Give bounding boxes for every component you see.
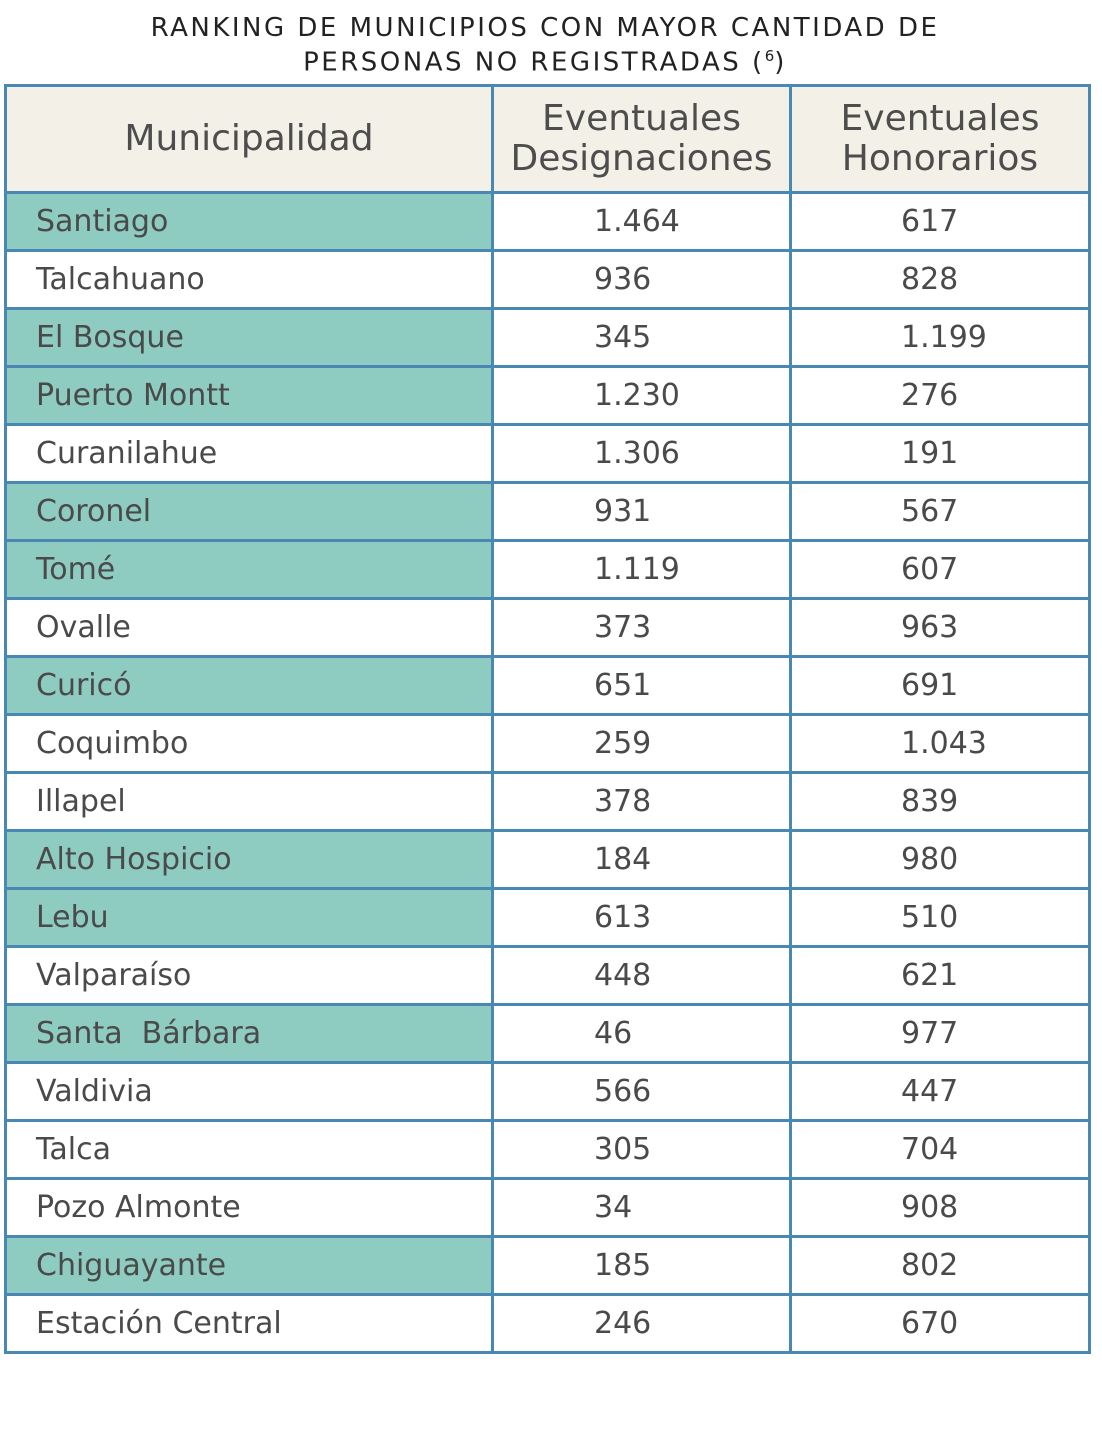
municipio-name: Valparaíso <box>36 958 192 993</box>
cell-eventuales-honorarios <box>791 309 1090 367</box>
cell-eventuales-designaciones <box>493 773 791 831</box>
honorarios-value: 510 <box>901 900 959 935</box>
table-row <box>6 1121 1090 1179</box>
table-row <box>6 483 1090 541</box>
honorarios-value: 691 <box>901 668 959 703</box>
cell-eventuales-designaciones <box>493 831 791 889</box>
honorarios-value: 828 <box>901 262 959 297</box>
designaciones-value: 613 <box>594 900 652 935</box>
honorarios-value: 980 <box>901 842 959 877</box>
designaciones-value: 1.464 <box>594 204 680 239</box>
designaciones-value: 1.230 <box>594 378 680 413</box>
table-row <box>6 773 1090 831</box>
designaciones-value: 1.306 <box>594 436 680 471</box>
municipio-name: Alto Hospicio <box>36 842 232 877</box>
table-row <box>6 947 1090 1005</box>
cell-eventuales-honorarios <box>791 947 1090 1005</box>
cell-eventuales-honorarios <box>791 831 1090 889</box>
header-designaciones-line-2: Designaciones <box>510 138 773 179</box>
municipio-name: Pozo Almonte <box>36 1190 241 1225</box>
municipio-name: Illapel <box>36 784 126 819</box>
cell-eventuales-honorarios <box>791 773 1090 831</box>
cell-municipio <box>6 715 493 773</box>
title-line-2 <box>0 42 1090 77</box>
cell-eventuales-honorarios <box>791 1295 1090 1353</box>
municipio-name: Curicó <box>36 668 132 703</box>
cell-eventuales-honorarios <box>791 251 1090 309</box>
header-row <box>6 86 1090 193</box>
cell-eventuales-designaciones <box>493 309 791 367</box>
cell-eventuales-designaciones <box>493 1179 791 1237</box>
cell-eventuales-honorarios <box>791 541 1090 599</box>
honorarios-value: 1.043 <box>901 726 987 761</box>
cell-municipio <box>6 367 493 425</box>
cell-municipio <box>6 889 493 947</box>
municipio-name: El Bosque <box>36 320 184 355</box>
honorarios-value: 617 <box>901 204 959 239</box>
designaciones-value: 651 <box>594 668 652 703</box>
cell-eventuales-honorarios <box>791 715 1090 773</box>
designaciones-value: 246 <box>594 1306 652 1341</box>
designaciones-value: 378 <box>594 784 652 819</box>
cell-eventuales-designaciones <box>493 1121 791 1179</box>
cell-eventuales-designaciones <box>493 657 791 715</box>
honorarios-value: 963 <box>901 610 959 645</box>
designaciones-value: 34 <box>594 1190 633 1225</box>
cell-eventuales-honorarios <box>791 1005 1090 1063</box>
cell-eventuales-designaciones <box>493 1295 791 1353</box>
cell-municipio <box>6 1063 493 1121</box>
designaciones-value: 345 <box>594 320 652 355</box>
municipio-name: Estación Central <box>36 1306 282 1341</box>
cell-eventuales-honorarios <box>791 367 1090 425</box>
designaciones-value: 931 <box>594 494 652 529</box>
cell-eventuales-designaciones <box>493 947 791 1005</box>
cell-eventuales-designaciones <box>493 889 791 947</box>
municipio-name: Coronel <box>36 494 152 529</box>
cell-municipio <box>6 1237 493 1295</box>
cell-municipio <box>6 831 493 889</box>
cell-eventuales-designaciones <box>493 1063 791 1121</box>
cell-eventuales-honorarios <box>791 657 1090 715</box>
cell-eventuales-designaciones <box>493 251 791 309</box>
honorarios-value: 567 <box>901 494 959 529</box>
designaciones-value: 1.119 <box>594 552 680 587</box>
cell-municipio <box>6 1295 493 1353</box>
cell-eventuales-designaciones <box>493 541 791 599</box>
honorarios-value: 276 <box>901 378 959 413</box>
cell-eventuales-honorarios <box>791 1237 1090 1295</box>
table-body <box>6 193 1090 1353</box>
designaciones-value: 936 <box>594 262 652 297</box>
table-row <box>6 715 1090 773</box>
title-line-2-text: PERSONAS NO REGISTRADAS ( <box>303 47 765 78</box>
cell-eventuales-designaciones <box>493 425 791 483</box>
title-line-1: RANKING DE MUNICIPIOS CON MAYOR CANTIDAD DE <box>150 13 940 43</box>
designaciones-value: 448 <box>594 958 652 993</box>
cell-municipio <box>6 1005 493 1063</box>
municipio-name: Coquimbo <box>36 726 189 761</box>
ranking-table <box>4 84 1091 1354</box>
cell-municipio <box>6 251 493 309</box>
cell-eventuales-honorarios <box>791 1179 1090 1237</box>
municipio-name: Lebu <box>36 900 109 935</box>
municipio-name: Talca <box>36 1132 111 1167</box>
cell-eventuales-honorarios <box>791 425 1090 483</box>
table-row <box>6 309 1090 367</box>
cell-eventuales-honorarios <box>791 1121 1090 1179</box>
honorarios-value: 704 <box>901 1132 959 1167</box>
designaciones-value: 185 <box>594 1248 652 1283</box>
cell-municipio <box>6 1121 493 1179</box>
table-row <box>6 889 1090 947</box>
table-row <box>6 599 1090 657</box>
cell-municipio <box>6 193 493 251</box>
honorarios-value: 670 <box>901 1306 959 1341</box>
table-header <box>6 86 1090 193</box>
cell-eventuales-designaciones <box>493 193 791 251</box>
table-row <box>6 1237 1090 1295</box>
table-row <box>6 251 1090 309</box>
designaciones-value: 46 <box>594 1016 633 1051</box>
table-row <box>6 1063 1090 1121</box>
cell-eventuales-designaciones <box>493 715 791 773</box>
municipio-name: Santiago <box>36 204 169 239</box>
cell-municipio <box>6 1179 493 1237</box>
cell-eventuales-designaciones <box>493 1237 791 1295</box>
honorarios-value: 908 <box>901 1190 959 1225</box>
table-row <box>6 1005 1090 1063</box>
header-honorarios-line-1: Eventuales <box>840 98 1040 139</box>
cell-eventuales-honorarios <box>791 483 1090 541</box>
municipio-name: Ovalle <box>36 610 131 645</box>
designaciones-value: 566 <box>594 1074 652 1109</box>
honorarios-value: 621 <box>901 958 959 993</box>
cell-eventuales-designaciones <box>493 483 791 541</box>
header-eventuales-designaciones <box>493 86 791 193</box>
honorarios-value: 607 <box>901 552 959 587</box>
municipio-name: Chiguayante <box>36 1248 227 1283</box>
title-close-paren: ) <box>774 47 787 78</box>
cell-municipio <box>6 541 493 599</box>
header-eventuales-honorarios <box>791 86 1090 193</box>
header-municipalidad <box>6 86 493 193</box>
title-footnote: 6 <box>764 47 775 65</box>
honorarios-value: 977 <box>901 1016 959 1051</box>
table-row <box>6 367 1090 425</box>
cell-municipio <box>6 309 493 367</box>
cell-municipio <box>6 947 493 1005</box>
municipio-name: Tomé <box>36 552 116 587</box>
cell-eventuales-honorarios <box>791 599 1090 657</box>
municipio-name: Talcahuano <box>36 262 205 297</box>
designaciones-value: 259 <box>594 726 652 761</box>
table-row <box>6 1179 1090 1237</box>
cell-eventuales-honorarios <box>791 193 1090 251</box>
table-row <box>6 1295 1090 1353</box>
cell-eventuales-designaciones <box>493 367 791 425</box>
honorarios-value: 839 <box>901 784 959 819</box>
cell-municipio <box>6 599 493 657</box>
honorarios-value: 1.199 <box>901 320 987 355</box>
table-row <box>6 831 1090 889</box>
cell-municipio <box>6 483 493 541</box>
header-municipalidad-label: Municipalidad <box>124 118 374 159</box>
cell-eventuales-designaciones <box>493 599 791 657</box>
municipio-name: Santa Bárbara <box>36 1016 262 1051</box>
honorarios-value: 447 <box>901 1074 959 1109</box>
honorarios-value: 802 <box>901 1248 959 1283</box>
designaciones-value: 305 <box>594 1132 652 1167</box>
municipio-name: Valdivia <box>36 1074 153 1109</box>
table-row <box>6 541 1090 599</box>
document-title <box>0 14 1090 77</box>
cell-eventuales-honorarios <box>791 1063 1090 1121</box>
cell-eventuales-honorarios <box>791 889 1090 947</box>
designaciones-value: 373 <box>594 610 652 645</box>
designaciones-value: 184 <box>594 842 652 877</box>
cell-municipio <box>6 773 493 831</box>
cell-municipio <box>6 657 493 715</box>
municipio-name: Puerto Montt <box>36 378 230 413</box>
header-honorarios-line-2: Honorarios <box>841 138 1039 179</box>
table-row <box>6 425 1090 483</box>
header-designaciones-line-1: Eventuales <box>542 98 741 139</box>
cell-eventuales-designaciones <box>493 1005 791 1063</box>
table-row <box>6 193 1090 251</box>
table-row <box>6 657 1090 715</box>
honorarios-value: 191 <box>901 436 959 471</box>
municipio-name: Curanilahue <box>36 436 218 471</box>
cell-municipio <box>6 425 493 483</box>
